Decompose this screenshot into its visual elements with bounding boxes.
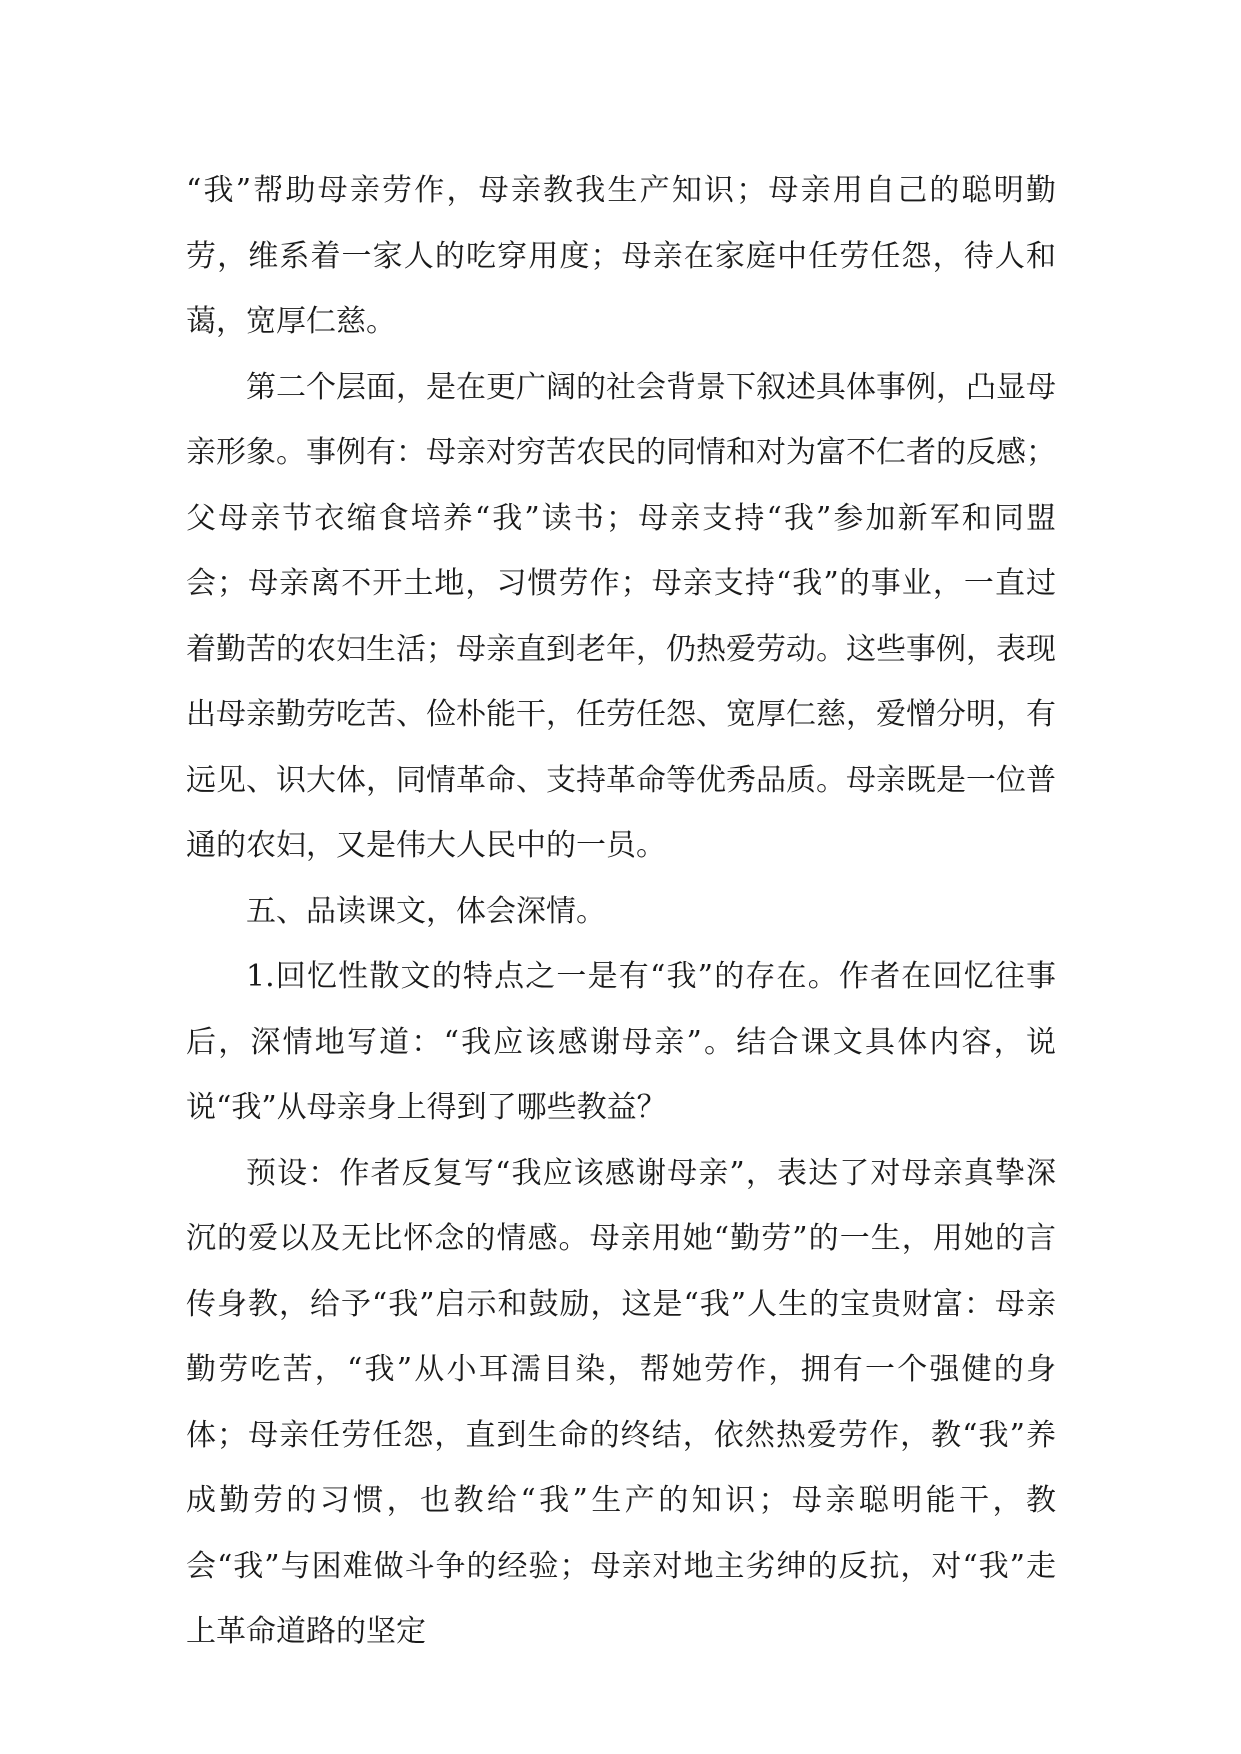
document-body bbox=[186, 158, 1056, 1665]
paragraph-second-level: 第二个层面，是在更广阔的社会背景下叙述具体事例，凸显母亲形象。事例有：母亲对穷苦农民的同情和对为富不仁者的反感；父母亲节衣缩食培养“我”读书；母亲支持“我”参加新军和同盟会；母亲离不开土地，习惯劳作；母亲支持“我”的事业，一直过着勤苦的农妇生活；母亲直到老年，仍热爱劳动。这些事例，表现出母亲勤劳吃苦、俭朴能干，任劳任怨、宽厚仁慈，爱憎分明，有远见、识大体，同情革命、支持革命等优秀品质。母亲既是一位普通的农妇，又是伟大人民中的一员。 bbox=[186, 369, 1056, 863]
answer-preset: 预设：作者反复写“我应该感谢母亲”，表达了对母亲真挚深沉的爱以及无比怀念的情感。母亲用她“勤劳”的一生，用她的言传身教，给予“我”启示和鼓励，这是“我”人生的宝贵财富：母亲勤劳吃苦，“我”从小耳濡目染，帮她劳作，拥有一个强健的身体；母亲任劳任怨，直到生命的终结，依然热爱劳作，教“我”养成勤劳的习惯，也教给“我”生产的知识；母亲聪明能干，教会“我”与困难做斗争的经验；母亲对地主劣绅的反抗，对“我”走上革命道路的坚定 bbox=[186, 1155, 1056, 1649]
question-one: 1.回忆性散文的特点之一是有“我”的存在。作者在回忆往事后，深情地写道：“我应该感谢母亲”。结合课文具体内容，说说“我”从母亲身上得到了哪些教益？ bbox=[186, 959, 1056, 1125]
section-heading-five: 五、品读课文，体会深情。 bbox=[246, 893, 606, 929]
paragraph-continued: “我”帮助母亲劳作，母亲教我生产知识；母亲用自己的聪明勤劳，维系着一家人的吃穿用度；母亲在家庭中任劳任怨，待人和蔼，宽厚仁慈。 bbox=[186, 173, 1056, 339]
